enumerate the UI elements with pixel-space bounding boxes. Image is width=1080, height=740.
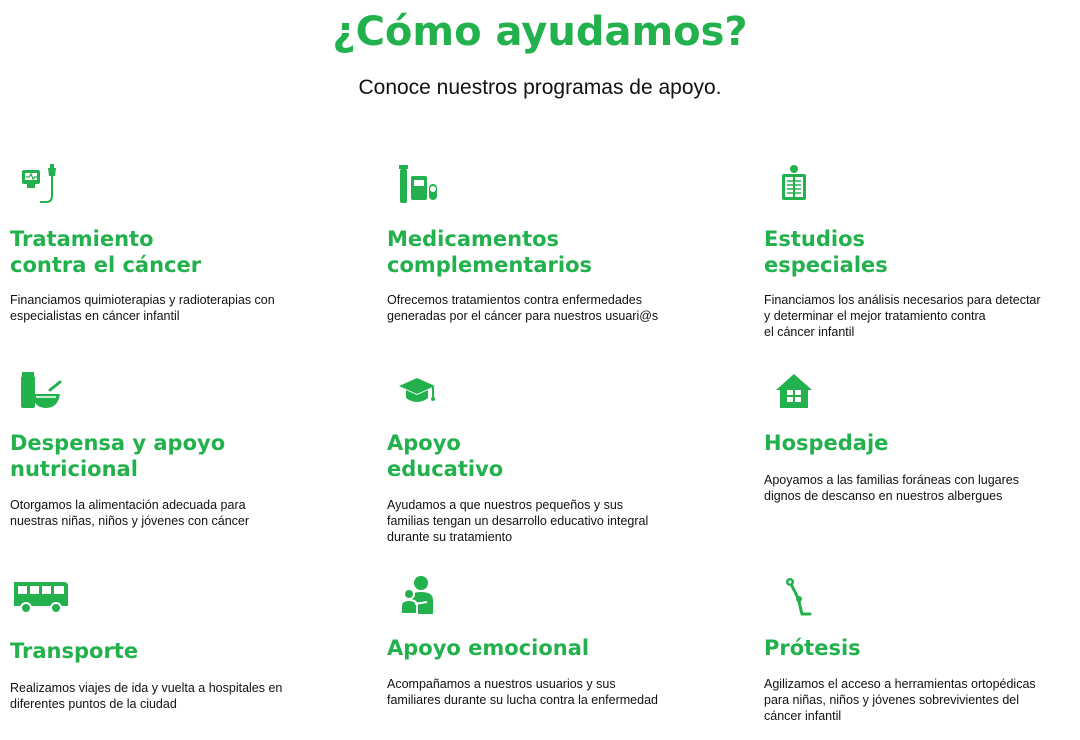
program-title: Apoyo emocional — [387, 636, 590, 660]
program-description: Realizamos viajes de ida y vuelta a hospitales en diferentes puntos de la ciudad — [10, 681, 283, 711]
program-title: Tratamiento contra el cáncer — [10, 227, 202, 277]
program-card-estudios — [764, 162, 1080, 352]
program-description: Ayudamos a que nuestros pequeños y sus familias tengan un desarrollo educativo integral durante su tratamiento — [387, 498, 649, 544]
program-card-educativo — [387, 368, 707, 558]
van-icon — [10, 572, 66, 618]
program-description: Agilizamos el acceso a herramientas ortopédicas para niñas, niños y jóvenes sobrevivientes del cáncer infantil — [764, 677, 1036, 723]
program-title: Estudios especiales — [764, 227, 888, 277]
page-subtitle: Conoce nuestros programas de apoyo. — [358, 76, 722, 99]
program-description: Financiamos los análisis necesarios para detectar y determinar el mejor tratamiento contra el cáncer infantil — [764, 293, 1041, 339]
embrace-icon — [387, 572, 443, 618]
program-card-despensa — [10, 368, 330, 538]
program-title: Hospedaje — [764, 431, 889, 455]
program-description: Ofrecemos tratamientos contra enfermedades generadas por el cáncer para nuestros usuari@s — [387, 293, 659, 323]
program-description: Apoyamos a las familias foráneas con lugares dignos de descanso en nuestros albergues — [764, 473, 1019, 503]
program-card-medicamentos — [387, 162, 707, 332]
program-card-protesis — [764, 572, 1080, 732]
iv-drip-monitor-icon — [10, 162, 66, 208]
program-card-emocional — [387, 572, 707, 722]
program-description: Otorgamos la alimentación adecuada para nuestras niñas, niños y jóvenes con cáncer — [10, 498, 250, 528]
xray-icon — [764, 162, 820, 208]
prosthesis-icon — [764, 572, 820, 618]
page-title: ¿Cómo ayudamos? — [332, 9, 748, 55]
food-bowl-icon — [10, 368, 66, 414]
program-description: Acompañamos a nuestros usuarios y sus familiares durante su lucha contra la enfermedad — [387, 677, 658, 707]
program-title: Despensa y apoyo nutricional — [10, 431, 226, 481]
program-title: Medicamentos complementarios — [387, 227, 592, 277]
program-title: Transporte — [10, 639, 139, 663]
program-card-hospedaje — [764, 368, 1080, 538]
graduation-cap-icon — [387, 368, 443, 414]
program-card-transporte — [10, 572, 330, 722]
program-title: Apoyo educativo — [387, 431, 504, 481]
medicine-bottles-icon — [387, 162, 443, 208]
program-description: Financiamos quimioterapias y radioterapias con especialistas en cáncer infantil — [10, 293, 275, 323]
house-icon — [764, 368, 820, 414]
program-title: Prótesis — [764, 636, 861, 660]
program-card-tratamiento — [10, 162, 330, 332]
